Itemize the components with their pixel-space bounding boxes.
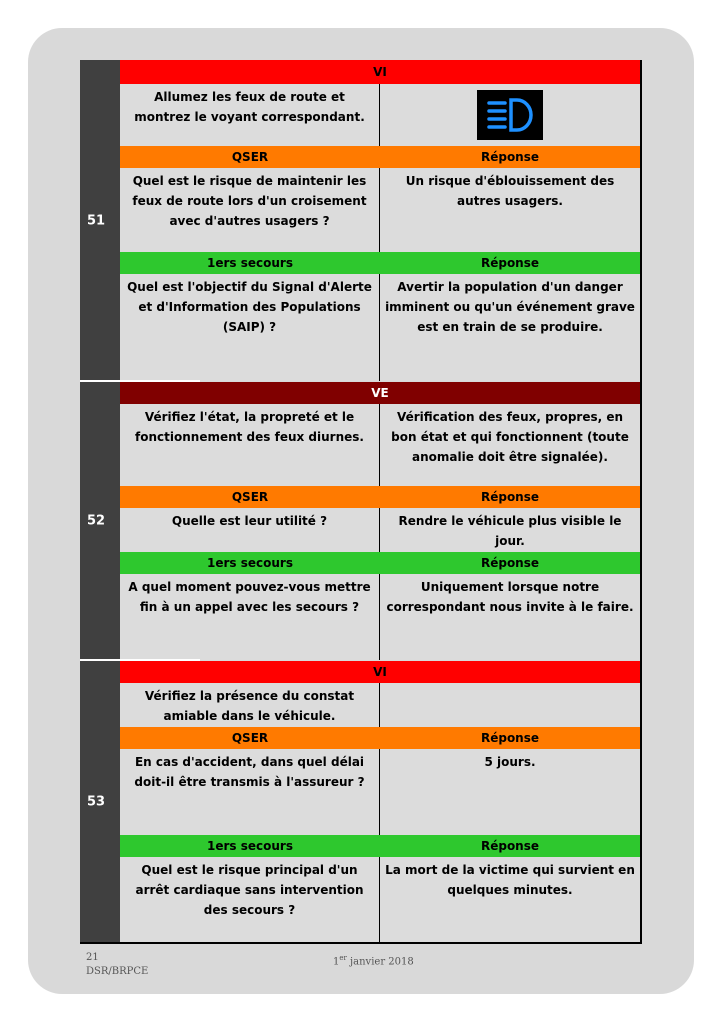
section-header: VI: [120, 661, 640, 683]
qser-row: [120, 168, 640, 252]
instruction-row: [120, 683, 640, 727]
instruction-row: [120, 404, 640, 486]
qser-question: En cas d'accident, dans quel délai doit-il être transmis à l'assureur ?: [120, 749, 380, 835]
question-number: 51: [80, 60, 120, 381]
question-number: 53: [80, 661, 120, 942]
instruction-answer: Vérification des feux, propres, en bon état et qui fonctionnent (toute anomalie doit être signalée).: [380, 404, 640, 486]
qser-header: QSER Réponse: [120, 486, 640, 508]
secours-answer: Uniquement lorsque notre correspondant nous invite à le faire.: [380, 574, 640, 660]
instruction-row: [120, 84, 640, 146]
secours-question: A quel moment pouvez-vous mettre fin à un appel avec les secours ?: [120, 574, 380, 660]
secours-row: [120, 274, 640, 381]
secours-question: Quel est l'objectif du Signal d'Alerte et d'Information des Populations (SAIP) ?: [120, 274, 380, 381]
secours-row: [120, 574, 640, 660]
secours-answer: Avertir la population d'un danger imminent ou qu'un événement grave est en train de se produire.: [380, 274, 640, 381]
instruction-answer: [380, 683, 640, 727]
secours-header: 1ers secours Réponse: [120, 552, 640, 574]
secours-answer: La mort de la victime qui survient en quelques minutes.: [380, 857, 640, 942]
secours-header: 1ers secours Réponse: [120, 252, 640, 274]
qser-answer: Un risque d'éblouissement des autres usagers.: [380, 168, 640, 252]
qser-row: [120, 508, 640, 552]
section-header: VI: [120, 60, 640, 84]
section-header: VE: [120, 382, 640, 404]
footer-org: DSR/BRPCE: [86, 966, 149, 977]
secours-row: [120, 857, 640, 942]
question-52: [80, 382, 640, 660]
high-beam-indicator-icon: [477, 90, 543, 140]
question-number: 52: [80, 382, 120, 660]
qser-header: QSER Réponse: [120, 727, 640, 749]
question-51: [80, 60, 640, 381]
secours-question: Quel est le risque principal d'un arrêt cardiaque sans intervention des secours ?: [120, 857, 380, 942]
instruction-answer: [380, 84, 640, 146]
fiche-table: [80, 60, 642, 944]
footer-date: 1er janvier 2018: [333, 954, 414, 968]
qser-question: Quel est le risque de maintenir les feux de route lors d'un croisement avec d'autres usagers ?: [120, 168, 380, 252]
qser-question: Quelle est leur utilité ?: [120, 508, 380, 552]
qser-answer: 5 jours.: [380, 749, 640, 835]
secours-header: 1ers secours Réponse: [120, 835, 640, 857]
qser-header: QSER Réponse: [120, 146, 640, 168]
qser-answer: Rendre le véhicule plus visible le jour.: [380, 508, 640, 552]
qser-row: [120, 749, 640, 835]
instruction-text: Vérifiez la présence du constat amiable dans le véhicule.: [120, 683, 380, 727]
instruction-text: Vérifiez l'état, la propreté et le fonctionnement des feux diurnes.: [120, 404, 380, 486]
instruction-text: Allumez les feux de route et montrez le voyant correspondant.: [120, 84, 380, 146]
question-53: [80, 661, 640, 942]
page-number: 21: [86, 952, 99, 963]
